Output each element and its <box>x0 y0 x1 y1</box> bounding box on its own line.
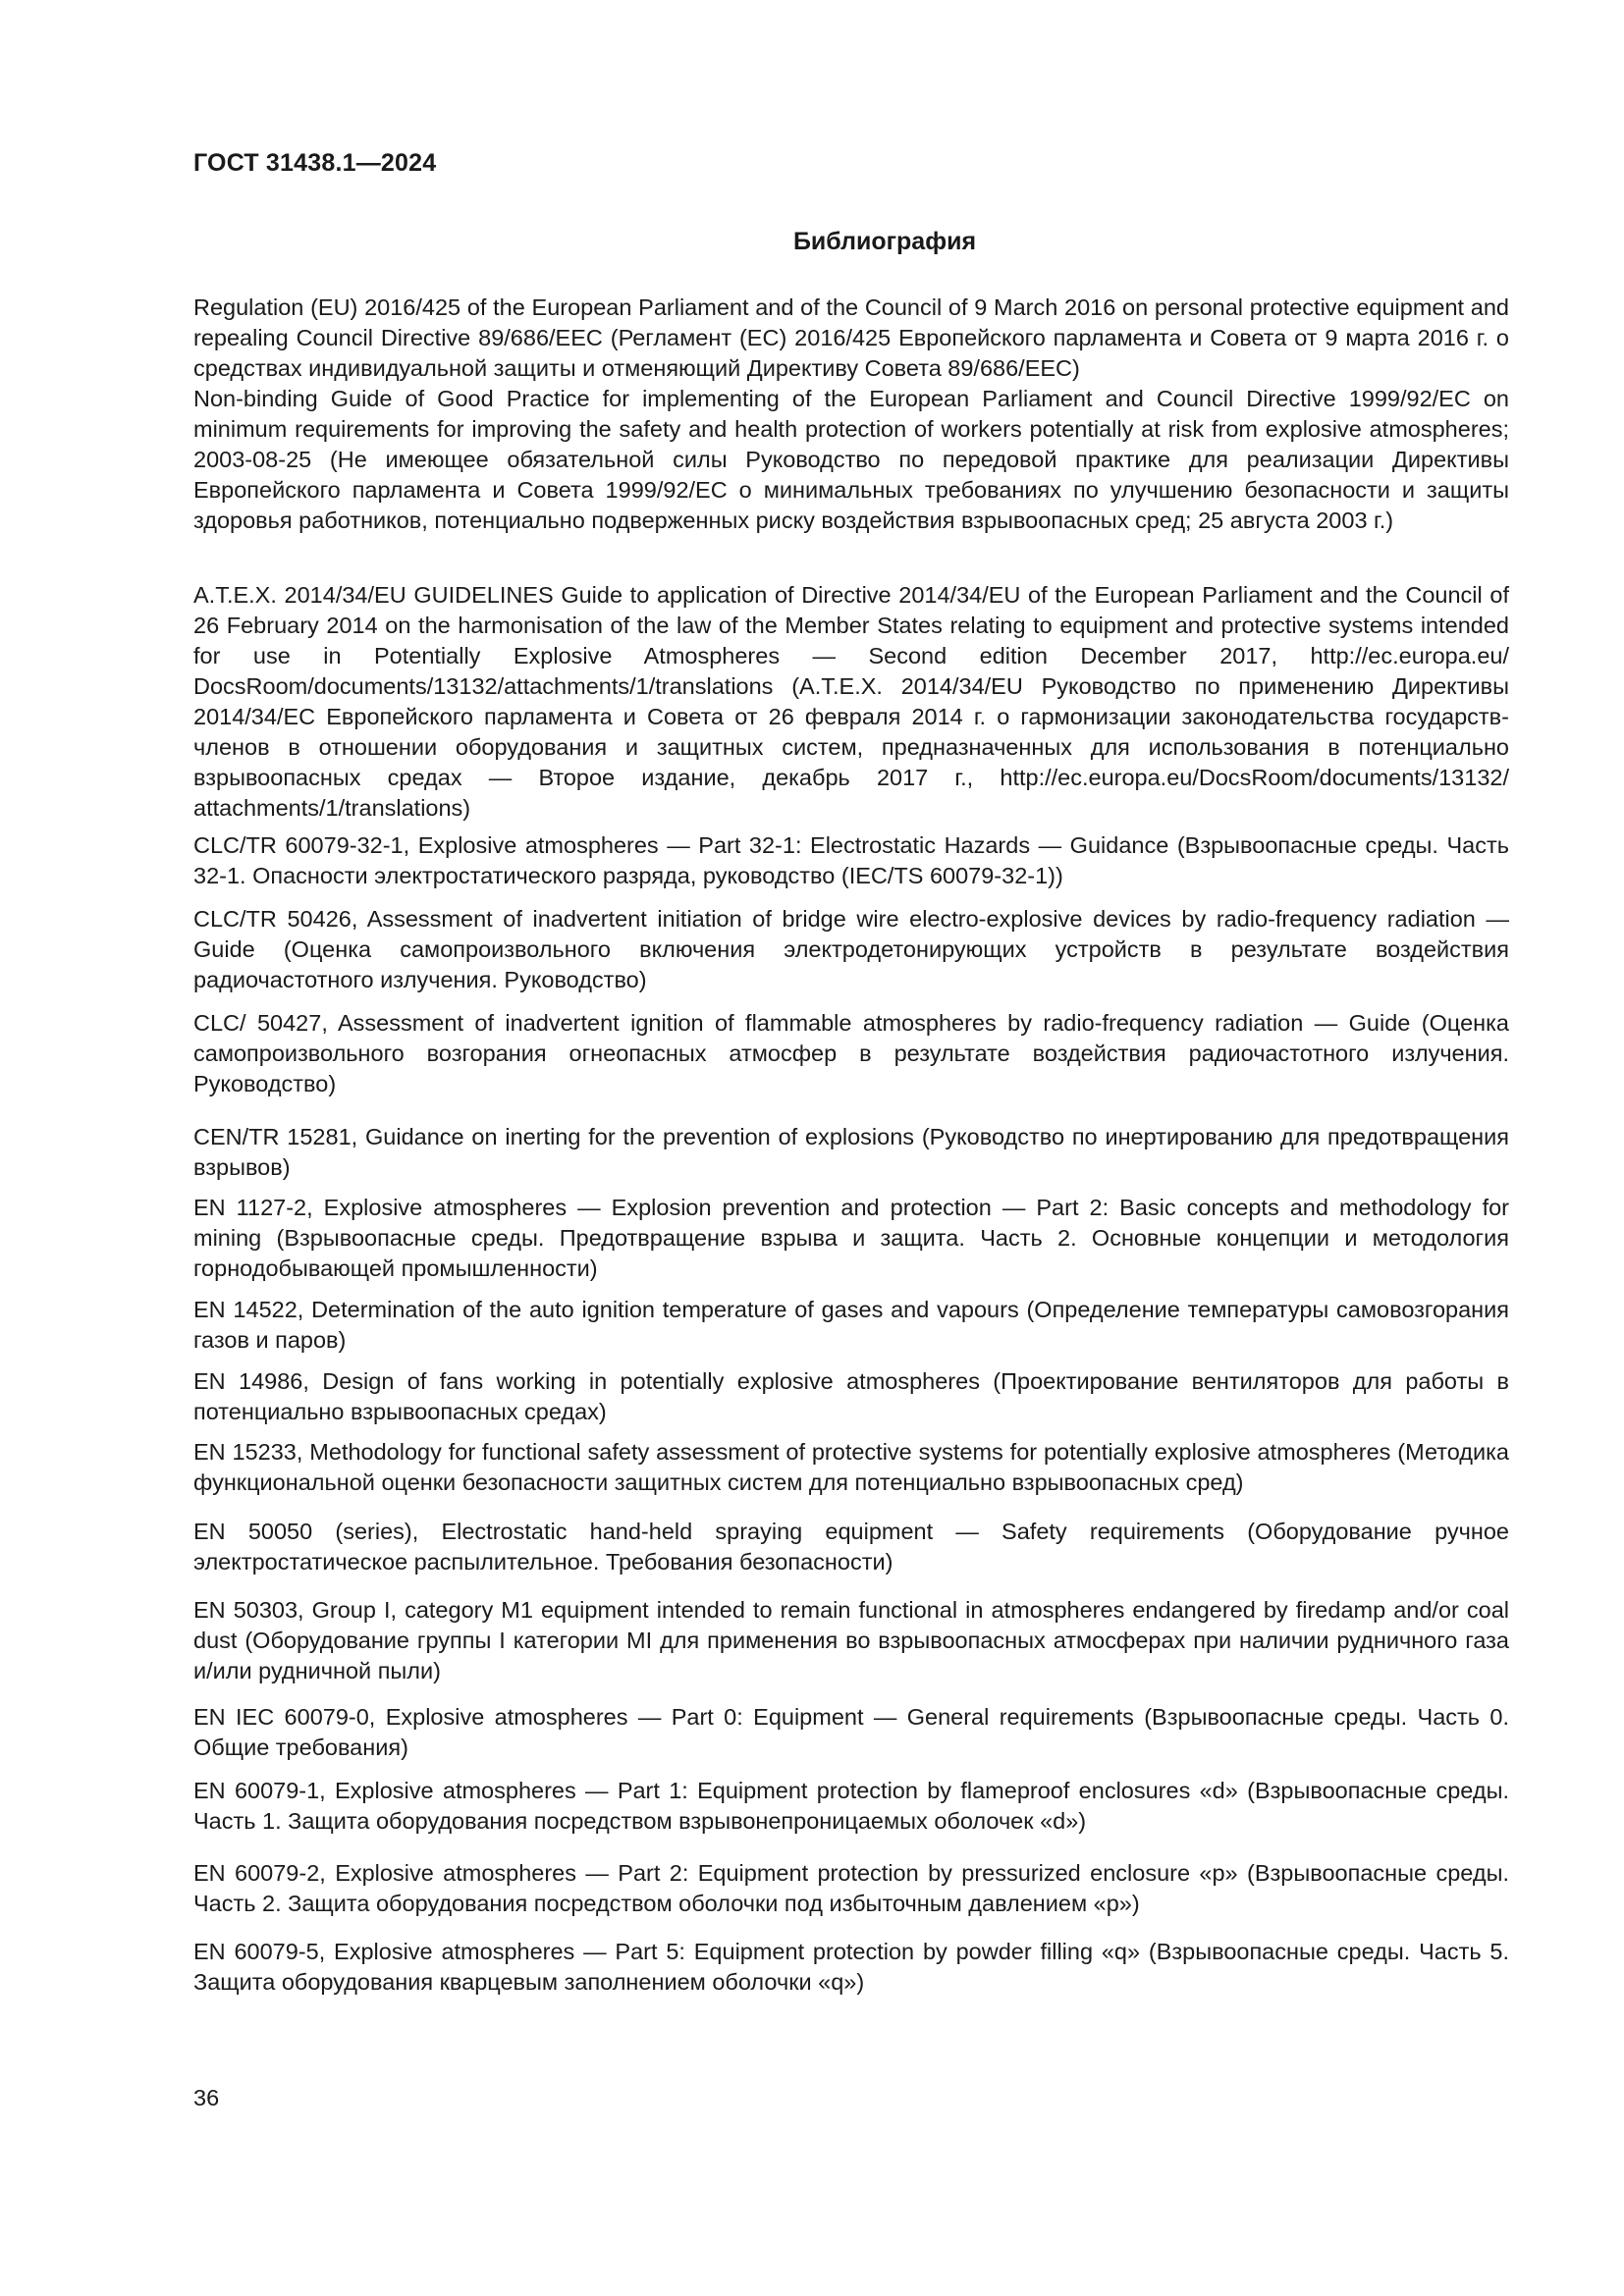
bibliography-entry: CLC/ 50427, Assessment of inadvertent ignition of flammable atmospheres by radio-frequency radiation — Guide (Оценка самопроизвольного возгорания огнеопасных атмосфер в результате воздействия радиочастотного излучения. Руководство) <box>193 1010 1509 1096</box>
bibliography-entry: EN 1127-2, Explosive atmospheres — Explosion prevention and protection — Part 2: Basic concepts and methodology for mining (Взрывоопасные среды. Предотвращение взрыва и защита. Часть 2. Основные концепции и методология горнодобывающей промышленности) <box>193 1195 1509 1281</box>
bibliography-entry: EN IEC 60079-0, Explosive atmospheres — Part 0: Equipment — General requirements (Взрывоопасные среды. Часть 0. Общие требования) <box>193 1704 1509 1760</box>
bibliography-entry: A.T.E.X. 2014/34/EU GUIDELINES Guide to application of Directive 2014/34/EU of the European Parliament and the Council of 26 February 2014 on the harmonisation of the law of the Member States relating to equipment and protective systems intended for use in Potentially Explosive Atmospheres — Second edition December 2017, http://ec.europa.eu/ DocsRoom/documents/13132/attachments/1/translations (A.T.E.X. 2014/34/EU Руководство по применению Директивы 2014/34/ЕС Европейского парламента и Совета от 26 февраля 2014 г. о гармонизации законодательства государств-членов в отношении оборудования и защитных систем, предназначенных для использования в потенциально взрывоопасных средах — Второе издание, декабрь 2017 г., http://ec.europa.eu/DocsRoom/documents/13132/ attachments/1/translations) <box>193 582 1509 821</box>
bibliography-entry: EN 50050 (series), Electrostatic hand-held spraying equipment — Safety requirements (Оборудование ручное электростатическое распылительное. Требования безопасности) <box>193 1519 1509 1575</box>
bibliography-entry: EN 14986, Design of fans working in potentially explosive atmospheres (Проектирование вентиляторов для работы в потенциально взрывоопасных средах) <box>193 1368 1509 1424</box>
bibliography-entry: CEN/TR 15281, Guidance on inerting for the prevention of explosions (Руководство по инертированию для предотвращения взрывов) <box>193 1124 1509 1180</box>
page-number: 36 <box>193 2085 220 2110</box>
bibliography-entry: EN 50303, Group I, category M1 equipment intended to remain functional in atmospheres endangered by firedamp and/or coal dust (Оборудование группы I категории MI для применения во взрывоопасных атмосферах при наличии рудничного газа и/или рудничной пыли) <box>193 1597 1509 1683</box>
bibliography-entry: EN 60079-5, Explosive atmospheres — Part 5: Equipment protection by powder filling «q» (Взрывоопасные среды. Часть 5. Защита оборудования кварцевым заполнением оболочки «q») <box>193 1939 1509 1995</box>
bibliography-entry: Non-binding Guide of Good Practice for implementing of the European Parliament and Council Directive 1999/92/EC on minimum requirements for improving the safety and health protection of workers potentially at risk from explosive atmospheres; 2003-08-25 (Не имеющее обязательной силы Руководство по передовой практике для реализации Директивы Европейского парламента и Совета 1999/92/ЕС о минимальных требованиях по улучшению безопасности и защиты здоровья работников, потенциально подверженных риску воздействия взрывоопасных сред; 25 августа 2003 г.) <box>193 386 1509 533</box>
section-title-bibliography: Библиография <box>792 228 977 255</box>
bibliography-entry: CLC/TR 60079-32-1, Explosive atmospheres — Part 32-1: Electrostatic Hazards — Guidance (Взрывоопасные среды. Часть 32-1. Опасности электростатического разряда, руководство (IEC/TS 60079-32-1)) <box>193 832 1509 888</box>
bibliography-entry: Regulation (EU) 2016/425 of the European Parliament and of the Council of 9 March 2016 on personal protective equipment and repealing Council Directive 89/686/EEC (Регламент (ЕС) 2016/425 Европейского парламента и Совета от 9 марта 2016 г. о средствах индивидуальной защиты и отменяющий Директиву Совета 89/686/EEC) <box>193 294 1509 381</box>
bibliography-entry: EN 14522, Determination of the auto ignition temperature of gases and vapours (Определение температуры самовозгорания газов и паров) <box>193 1297 1509 1353</box>
document-code-header: ГОСТ 31438.1—2024 <box>193 149 437 177</box>
bibliography-entry: EN 60079-2, Explosive atmospheres — Part 2: Equipment protection by pressurized enclosure «p» (Взрывоопасные среды. Часть 2. Защита оборудования посредством оболочки под избыточным давлением «p») <box>193 1860 1509 1916</box>
bibliography-entry: CLC/TR 50426, Assessment of inadvertent initiation of bridge wire electro-explosive devices by radio-frequency radiation — Guide (Оценка самопроизвольного включения электродетонирующих устройств в результате воздействия радиочастотного излучения. Руководство) <box>193 906 1509 992</box>
bibliography-entry: EN 15233, Methodology for functional safety assessment of protective systems for potentially explosive atmospheres (Методика функциональной оценки безопасности защитных систем для потенциально взрывоопасных сред) <box>193 1439 1509 1495</box>
bibliography-entry: EN 60079-1, Explosive atmospheres — Part 1: Equipment protection by flameproof enclosures «d» (Взрывоопасные среды. Часть 1. Защита оборудования посредством взрывонепроницаемых оболочек «d») <box>193 1778 1509 1834</box>
